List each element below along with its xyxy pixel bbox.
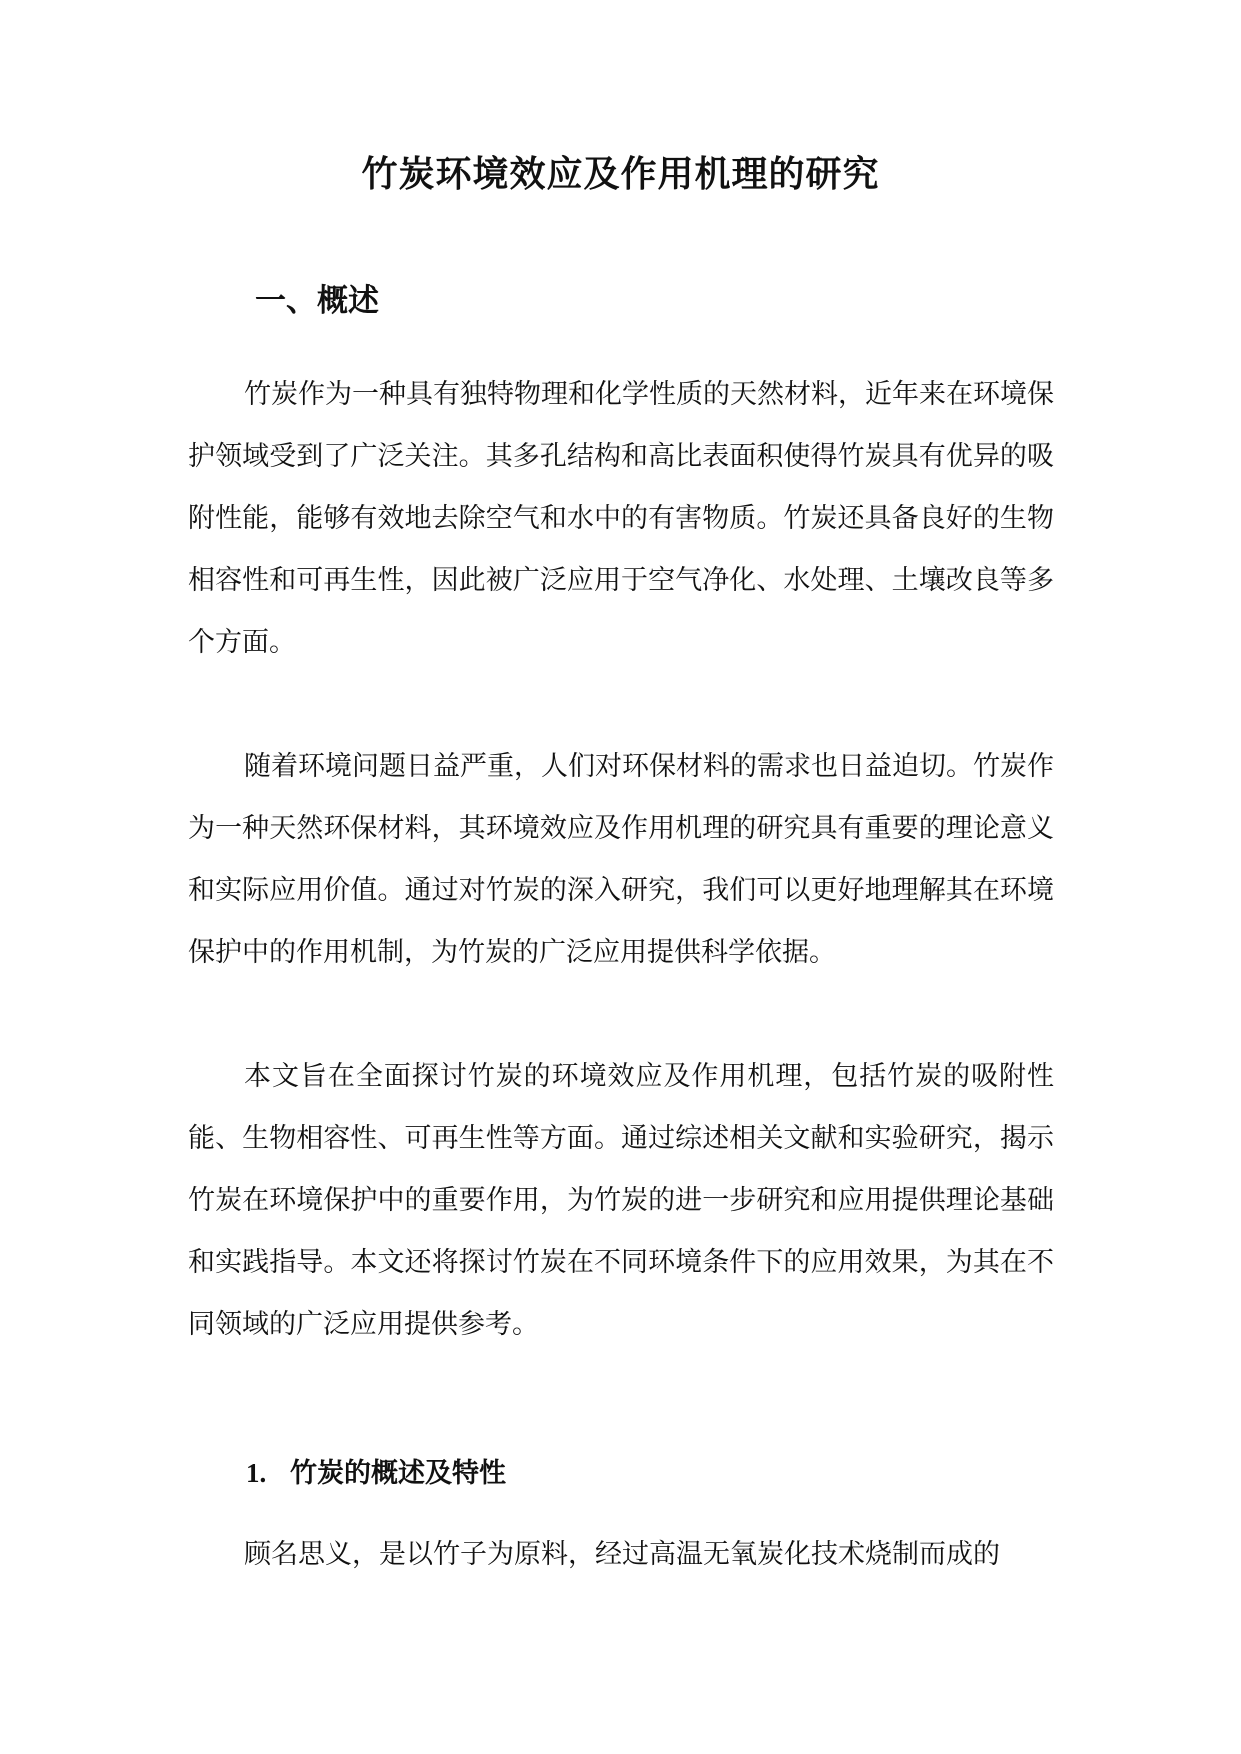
body-paragraph: 本文旨在全面探讨竹炭的环境效应及作用机理，包括竹炭的吸附性能、生物相容性、可再生性等方面。通过综述相关文献和实验研究，揭示竹炭在环境保护中的重要作用，为竹炭的进一步研究和应用提供理论基础和实践指导。本文还将探讨竹炭在不同环境条件下的应用效果，为其在不同领域的广泛应用提供参考。 — [188, 1061, 1054, 1340]
body-paragraph: 随着环境问题日益严重，人们对环保材料的需求也日益迫切。竹炭作为一种天然环保材料，其环境效应及作用机理的研究具有重要的理论意义和实际应用价值。通过对竹炭的深入研究，我们可以更好地理解其在环境保护中的作用机制，为竹炭的广泛应用提供科学依据。 — [188, 751, 1054, 968]
subsection-number: 1. — [246, 1458, 267, 1488]
section-heading-overview: 一、概述 — [255, 283, 379, 319]
body-paragraph: 竹炭作为一种具有独特物理和化学性质的天然材料，近年来在环境保护领域受到了广泛关注。其多孔结构和高比表面积使得竹炭具有优异的吸附性能，能够有效地去除空气和水中的有害物质。竹炭还具备良好的生物相容性和可再生性，因此被广泛应用于空气净化、水处理、土壤改良等多个方面。 — [188, 379, 1054, 658]
paragraph-block — [188, 736, 1054, 984]
subsection-heading — [246, 1450, 506, 1497]
paragraph-block — [188, 1046, 1054, 1356]
paragraph-block — [188, 364, 1054, 674]
page-title: 竹炭环境效应及作用机理的研究 — [361, 153, 880, 195]
body-paragraph: 顾名思义，是以竹子为原料，经过高温无氧炭化技术烧制而成的 — [244, 1539, 1000, 1570]
paragraph-block — [188, 1524, 1054, 1586]
subsection-title: 竹炭的概述及特性 — [290, 1458, 506, 1489]
